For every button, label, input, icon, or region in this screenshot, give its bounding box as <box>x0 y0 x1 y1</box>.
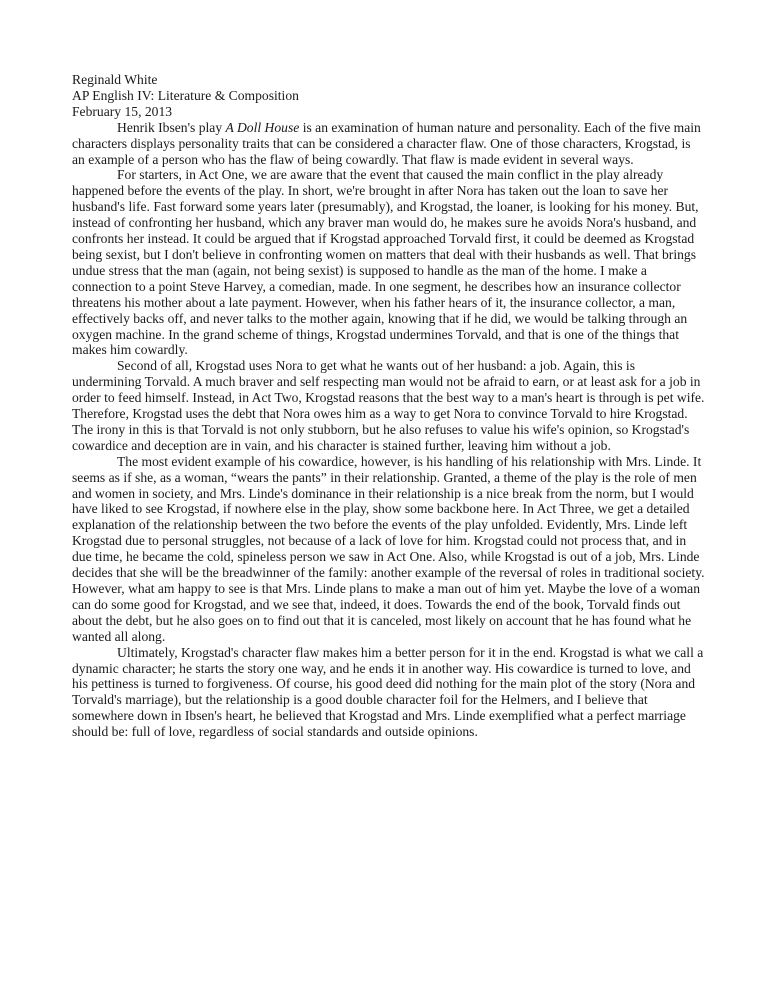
paragraph-act-three: The most evident example of his cowardice, however, is his handling of his relationship with Mrs. Linde. It seems as if she, as a woman, “wears the pants” in their relationship. Granted, a theme of the play is the role of men and women in society, and Mrs. Linde's dominance in their relationship is a nice break from the norm, but I would have liked to see Krogstad, if nowhere else in the play, show some backbone here. In Act Three, we get a detailed explanation of the relationship between the two before the events of the play unfolded. Evidently, Mrs. Linde left Krogstad due to personal struggles, not because of a lack of love for him. Krogstad could not process that, and in due time, he became the cold, spineless person we saw in Act One. Also, while Krogstad is out of a job, Mrs. Linde decides that she will be the breadwinner of the family: another example of the reversal of roles in traditional society. However, what am happy to see is that Mrs. Linde plans to make a man out of him yet. Maybe the love of a woman can do some good for Krogstad, and we see that, indeed, it does. Towards the end of the book, Torvald finds out about the debt, but he also goes on to find out that it is canceled, most likely on account that he has found what he wanted all along. <box>72 453 705 644</box>
play-title: A Doll House <box>225 119 300 135</box>
paragraph-act-two: Second of all, Krogstad uses Nora to get what he wants out of her husband: a job. Again, this is undermining Torvald. A much braver and self respecting man would not be afraid to earn, or at least ask for a job in order to feed himself. Instead, in Act Two, Krogstad reasons that the best way to a man's heart is through is pet wife. Therefore, Krogstad uses the debt that Nora owes him as a way to get Nora to convince Torvald to hire Krogstad. The irony in this is that Torvald is not only stubborn, but he also refuses to value his wife's opinion, so Krogstad's cowardice and deception are in vain, and his character is stained further, leaving him without a job. <box>72 358 705 453</box>
essay-date: February 15, 2013 <box>72 103 173 119</box>
author-name: Reginald White <box>72 72 158 87</box>
intro-text-start: Henrik Ibsen's play <box>117 119 226 135</box>
paragraph-act-one: For starters, in Act One, we are aware that the event that caused the main conflict in the play already happened before the events of the play. In short, we're brought in after Nora has taken out the loan to save her husband's life. Fast forward some years later (presumably), and Krogstad, the loaner, is looking for his money. But, instead of confronting her husband, which any braver man would do, he makes sure he avoids Nora's husband, and confronts her instead. It could be argued that if Krogstad approached Torvald first, it could be deemed as Krogstad being sexist, but I don't believe in confronting women on matters that deal with their husbands as well. That brings undue stress that the man (again, not being sexist) is supposed to handle as the man of the home. I make a connection to a point Steve Harvey, a comedian, made. In one segment, he describes how an insurance collector threatens his mother about a late payment. However, when his father hears of it, the insurance collector, a man, effectively backs off, and never talks to the mother again, knowing that if he did, we would be talking through an oxygen machine. In the grand scheme of things, Krogstad undermines Torvald, and that is one of the things that makes him cowardly. <box>72 167 699 358</box>
paragraph-intro <box>72 120 706 168</box>
intro-text-end: is an examination of human nature and personality. Each of the five main characters displays personality traits that can be considered a character flaw. One of those characters, Krogstad, is an example of a person who has the flaw of being cowardly. That flaw is made evident in several ways. <box>72 119 701 167</box>
essay-page <box>72 72 706 740</box>
paragraph-conclusion: Ultimately, Krogstad's character flaw makes him a better person for it in the end. Krogstad is what we call a dynamic character; he starts the story one way, and he ends it in another way. His cowardice is turned to love, and his pettiness is turned to forgiveness. Of course, his good deed did nothing for the main plot of the story (Nora and Torvald's marriage), but the relationship is a good double character foil for the Helmers, and I believe that somewhere down in Ibsen's heart, he believed that Krogstad and Mrs. Linde exemplified what a perfect marriage should be: full of love, regardless of social standards and outside opinions. <box>72 644 704 740</box>
course-name: AP English IV: Literature & Composition <box>72 87 299 103</box>
